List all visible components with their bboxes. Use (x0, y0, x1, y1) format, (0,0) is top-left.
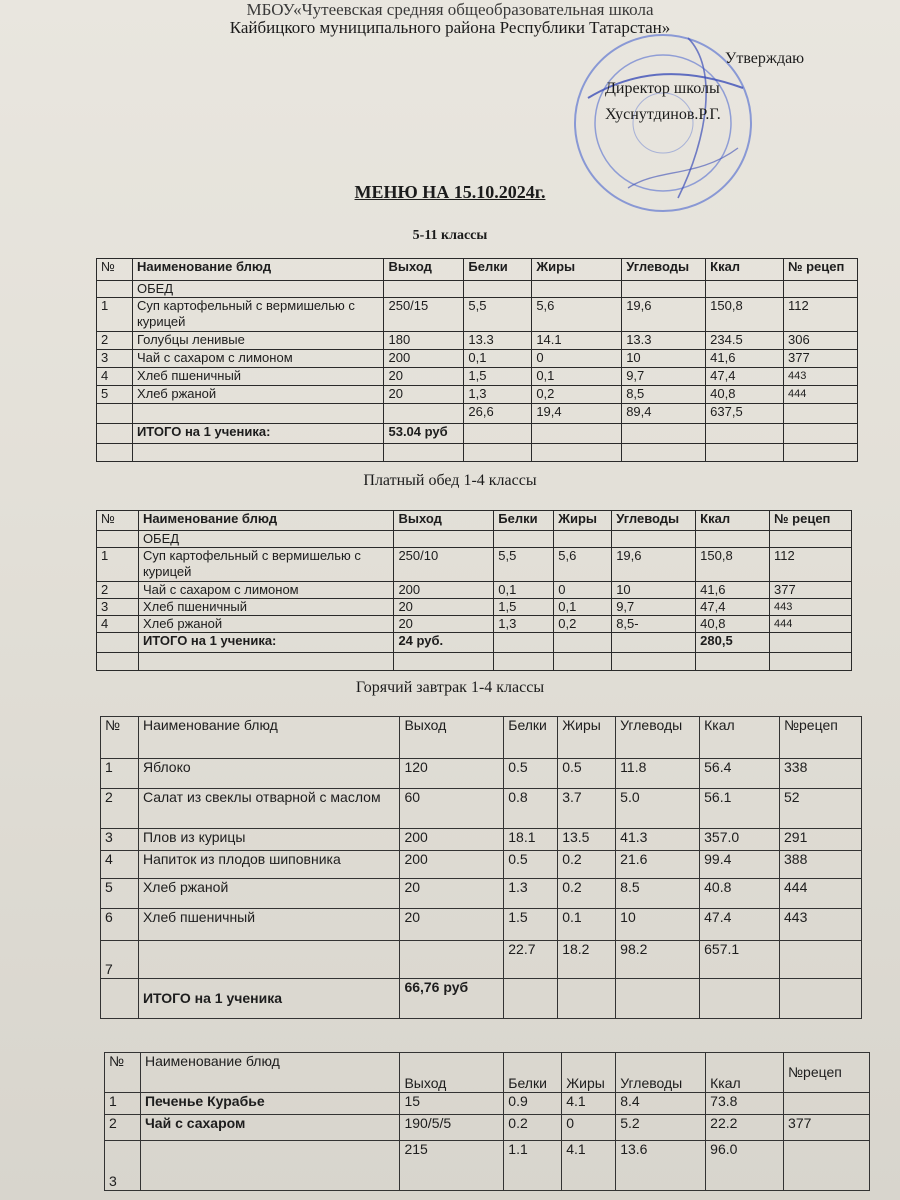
total-label: ИТОГО на 1 ученика (138, 979, 399, 1019)
cell: 444 (784, 386, 858, 404)
cell: 377 (770, 582, 852, 599)
total-kcal: 280,5 (696, 633, 770, 653)
cell: Хлеб пшеничный (138, 599, 394, 616)
total-protein: 1.1 (504, 1141, 562, 1191)
total-carbs: 98.2 (616, 941, 700, 979)
cell: 357.0 (700, 829, 780, 851)
col-output: Выход (400, 1053, 504, 1093)
cell: Печенье Курабье (140, 1093, 400, 1115)
cell: 47.4 (700, 909, 780, 941)
section-label: ОБЕД (138, 531, 394, 548)
cell: 443 (770, 599, 852, 616)
col-carbs: Углеводы (622, 259, 706, 281)
cell: Суп картофельный с вермишелью с курицей (138, 548, 394, 582)
table3-caption: Горячий завтрак 1-4 классы (355, 679, 545, 696)
cell: 13.3 (464, 332, 532, 350)
cell: 338 (780, 759, 862, 789)
cell: 5.2 (616, 1115, 706, 1141)
cell: 0.9 (504, 1093, 562, 1115)
cell: Напиток из плодов шиповника (138, 851, 399, 879)
cell: 5,5 (464, 298, 532, 332)
total-label: ИТОГО на 1 ученика: (138, 633, 394, 653)
col-recipe: №рецеп (780, 717, 862, 759)
cell: 52 (780, 789, 862, 829)
col-num: № (97, 511, 139, 531)
col-protein: Белки (494, 511, 554, 531)
cell: 0.2 (558, 879, 616, 909)
cell: 13.5 (558, 829, 616, 851)
table-header-row (97, 259, 858, 281)
cell: 0,1 (554, 599, 612, 616)
cell: 19,6 (612, 548, 696, 582)
cell: Голубцы ленивые (132, 332, 384, 350)
table-row (97, 332, 858, 350)
total-price: 24 руб. (394, 633, 494, 653)
menu-table-snack (104, 1052, 870, 1191)
cell: Хлеб пшеничный (132, 368, 384, 386)
cell: 56.4 (700, 759, 780, 789)
col-carbs: Углеводы (616, 717, 700, 759)
director-title: Директор школы (605, 80, 720, 97)
table-row (101, 829, 862, 851)
cell: 22.2 (706, 1115, 784, 1141)
cell: 150,8 (696, 548, 770, 582)
total-carbs: 89,4 (622, 404, 706, 424)
cell: 120 (400, 759, 504, 789)
col-kcal: Ккал (696, 511, 770, 531)
cell: 1 (105, 1093, 141, 1115)
col-output: Выход (400, 717, 504, 759)
col-kcal: Ккал (706, 1053, 784, 1093)
totals-row (101, 941, 862, 979)
cell: 40,8 (696, 616, 770, 633)
cell: Чай с сахаром с лимоном (132, 350, 384, 368)
total-fat: 18.2 (558, 941, 616, 979)
cell: Хлеб ржаной (138, 616, 394, 633)
cell: 0,1 (532, 368, 622, 386)
table-header-row (105, 1053, 870, 1093)
cell: 112 (784, 298, 858, 332)
table-row (105, 1093, 870, 1115)
cell: 150,8 (706, 298, 784, 332)
cell: 291 (780, 829, 862, 851)
col-carbs: Углеводы (616, 1053, 706, 1093)
table-header-row (101, 717, 862, 759)
school-name-line1: МБОУ«Чутеевская средняя общеобразовательная школа (246, 0, 654, 19)
col-num: № (105, 1053, 141, 1093)
total-output: 215 (400, 1141, 504, 1191)
page-title: МЕНЮ НА 15.10.2024г. (354, 182, 546, 202)
cell: 444 (770, 616, 852, 633)
section-label: ОБЕД (132, 281, 384, 298)
cell: 3 (105, 1141, 141, 1191)
table-row (97, 281, 858, 298)
director-name: Хуснутдинов.Р.Г. (605, 106, 721, 123)
table-row (101, 759, 862, 789)
cell: 0.1 (558, 909, 616, 941)
cell: 5 (101, 879, 139, 909)
cell (784, 1093, 870, 1115)
cell: 250/15 (384, 298, 464, 332)
cell: 444 (780, 879, 862, 909)
table-row (97, 531, 852, 548)
cell: 9,7 (622, 368, 706, 386)
cell: 21.6 (616, 851, 700, 879)
cell: 6 (101, 909, 139, 941)
cell: 2 (97, 582, 139, 599)
table2-caption: Платный обед 1-4 классы (363, 472, 537, 489)
cell: 0 (562, 1115, 616, 1141)
cell: 4 (101, 851, 139, 879)
col-name: Наименование блюд (132, 259, 384, 281)
cell: 0,2 (532, 386, 622, 404)
cell: 41,6 (696, 582, 770, 599)
cell: 1,3 (464, 386, 532, 404)
total-kcal: 657.1 (700, 941, 780, 979)
cell: 3 (97, 350, 133, 368)
cell: 250/10 (394, 548, 494, 582)
total-protein: 26,6 (464, 404, 532, 424)
cell: 3 (101, 829, 139, 851)
cell: 8.4 (616, 1093, 706, 1115)
cell: Хлеб ржаной (132, 386, 384, 404)
table-row (97, 368, 858, 386)
total-kcal: 637,5 (706, 404, 784, 424)
cell: 19,6 (622, 298, 706, 332)
cell: Яблоко (138, 759, 399, 789)
table-row (105, 1115, 870, 1141)
col-num: № (97, 259, 133, 281)
col-fat: Жиры (532, 259, 622, 281)
table-row (101, 789, 862, 829)
cell: 1 (101, 759, 139, 789)
table-row (101, 909, 862, 941)
cell: 20 (384, 368, 464, 386)
table-row (97, 350, 858, 368)
cell: 14.1 (532, 332, 622, 350)
cell: Чай с сахаром (140, 1115, 400, 1141)
cell: 5,6 (554, 548, 612, 582)
total-fat: 4.1 (562, 1141, 616, 1191)
cell: 4 (97, 616, 139, 633)
cell: 200 (394, 582, 494, 599)
total-price-row (101, 979, 862, 1019)
table-row (97, 298, 858, 332)
cell: 3.7 (558, 789, 616, 829)
total-price: 66,76 руб (400, 979, 504, 1019)
menu-table-hot-breakfast (100, 716, 862, 1019)
cell: 0.2 (504, 1115, 562, 1141)
table-row (97, 653, 852, 671)
cell: 41,6 (706, 350, 784, 368)
cell: 40.8 (700, 879, 780, 909)
col-kcal: Ккал (706, 259, 784, 281)
total-kcal: 96.0 (706, 1141, 784, 1191)
cell: 10 (622, 350, 706, 368)
cell: 190/5/5 (400, 1115, 504, 1141)
cell: 0.5 (558, 759, 616, 789)
cell: 5,5 (494, 548, 554, 582)
cell: 41.3 (616, 829, 700, 851)
cell: 10 (612, 582, 696, 599)
cell: 20 (400, 879, 504, 909)
cell: 1,5 (464, 368, 532, 386)
cell: Суп картофельный с вермишелью с курицей (132, 298, 384, 332)
cell: 0 (554, 582, 612, 599)
cell: 60 (400, 789, 504, 829)
cell: 1,5 (494, 599, 554, 616)
cell: 18.1 (504, 829, 558, 851)
table-row (97, 616, 852, 633)
total-carbs: 13.6 (616, 1141, 706, 1191)
cell: 9,7 (612, 599, 696, 616)
col-kcal: Ккал (700, 717, 780, 759)
col-protein: Белки (464, 259, 532, 281)
cell: 2 (97, 332, 133, 350)
table-row (97, 582, 852, 599)
cell: 0.5 (504, 759, 558, 789)
cell: Плов из курицы (138, 829, 399, 851)
cell: 443 (784, 368, 858, 386)
cell: 1 (97, 298, 133, 332)
cell: 20 (394, 616, 494, 633)
total-price-row (97, 633, 852, 653)
col-output: Выход (394, 511, 494, 531)
table-row (101, 879, 862, 909)
cell: 47,4 (696, 599, 770, 616)
cell: 8.5 (616, 879, 700, 909)
table-row (97, 599, 852, 616)
table-row (97, 444, 858, 462)
cell: 0,2 (554, 616, 612, 633)
cell: 2 (101, 789, 139, 829)
cell: 4.1 (562, 1093, 616, 1115)
cell: 5,6 (532, 298, 622, 332)
cell: 8,5 (622, 386, 706, 404)
cell: 56.1 (700, 789, 780, 829)
cell: 388 (780, 851, 862, 879)
cell: 0 (532, 350, 622, 368)
col-protein: Белки (504, 1053, 562, 1093)
total-price: 53.04 руб (384, 424, 464, 444)
cell: 2 (105, 1115, 141, 1141)
cell: 0,1 (464, 350, 532, 368)
col-protein: Белки (504, 717, 558, 759)
cell: 40,8 (706, 386, 784, 404)
total-protein: 22.7 (504, 941, 558, 979)
col-name: Наименование блюд (138, 511, 394, 531)
cell: 1 (97, 548, 139, 582)
col-fat: Жиры (558, 717, 616, 759)
cell: Салат из свеклы отварной с маслом (138, 789, 399, 829)
cell: 234.5 (706, 332, 784, 350)
cell: 20 (400, 909, 504, 941)
approve-label: Утверждаю (725, 50, 805, 67)
cell: 200 (400, 851, 504, 879)
cell: 7 (101, 941, 139, 979)
table1-caption: 5-11 классы (412, 228, 488, 243)
cell: 13.3 (622, 332, 706, 350)
table-header-row (97, 511, 852, 531)
col-fat: Жиры (562, 1053, 616, 1093)
cell: 180 (384, 332, 464, 350)
cell: 0.5 (504, 851, 558, 879)
col-recipe: № рецеп (784, 259, 858, 281)
cell: 20 (394, 599, 494, 616)
cell: 73.8 (706, 1093, 784, 1115)
cell: 47,4 (706, 368, 784, 386)
menu-table-5-11 (96, 258, 858, 462)
cell: 377 (784, 350, 858, 368)
total-label: ИТОГО на 1 ученика: (132, 424, 384, 444)
cell: 99.4 (700, 851, 780, 879)
cell: Чай с сахаром с лимоном (138, 582, 394, 599)
cell: 0,1 (494, 582, 554, 599)
cell: Хлеб пшеничный (138, 909, 399, 941)
col-output: Выход (384, 259, 464, 281)
col-recipe: № рецеп (770, 511, 852, 531)
cell: Хлеб ржаной (138, 879, 399, 909)
col-name: Наименование блюд (140, 1053, 400, 1093)
cell: 10 (616, 909, 700, 941)
col-num: № (101, 717, 139, 759)
total-price-row (97, 424, 858, 444)
cell: 0.2 (558, 851, 616, 879)
cell: 15 (400, 1093, 504, 1115)
totals-row (105, 1141, 870, 1191)
table-row (97, 548, 852, 582)
cell: 0.8 (504, 789, 558, 829)
col-carbs: Углеводы (612, 511, 696, 531)
cell: 377 (784, 1115, 870, 1141)
cell: 1.5 (504, 909, 558, 941)
cell: 1,3 (494, 616, 554, 633)
cell: 200 (384, 350, 464, 368)
menu-table-paid-lunch (96, 510, 852, 671)
total-fat: 19,4 (532, 404, 622, 424)
table-row (101, 851, 862, 879)
col-fat: Жиры (554, 511, 612, 531)
cell: 200 (400, 829, 504, 851)
cell: 443 (780, 909, 862, 941)
cell: 8,5- (612, 616, 696, 633)
col-name: Наименование блюд (138, 717, 399, 759)
col-recipe: №рецеп (784, 1053, 870, 1093)
table-row (97, 386, 858, 404)
school-name-line2: Кайбицкого муниципального района Республики Татарстан» (229, 18, 671, 37)
cell: 1.3 (504, 879, 558, 909)
cell: 112 (770, 548, 852, 582)
cell: 306 (784, 332, 858, 350)
totals-row (97, 404, 858, 424)
cell: 5.0 (616, 789, 700, 829)
cell: 11.8 (616, 759, 700, 789)
cell: 20 (384, 386, 464, 404)
cell: 5 (97, 386, 133, 404)
cell: 4 (97, 368, 133, 386)
cell: 3 (97, 599, 139, 616)
